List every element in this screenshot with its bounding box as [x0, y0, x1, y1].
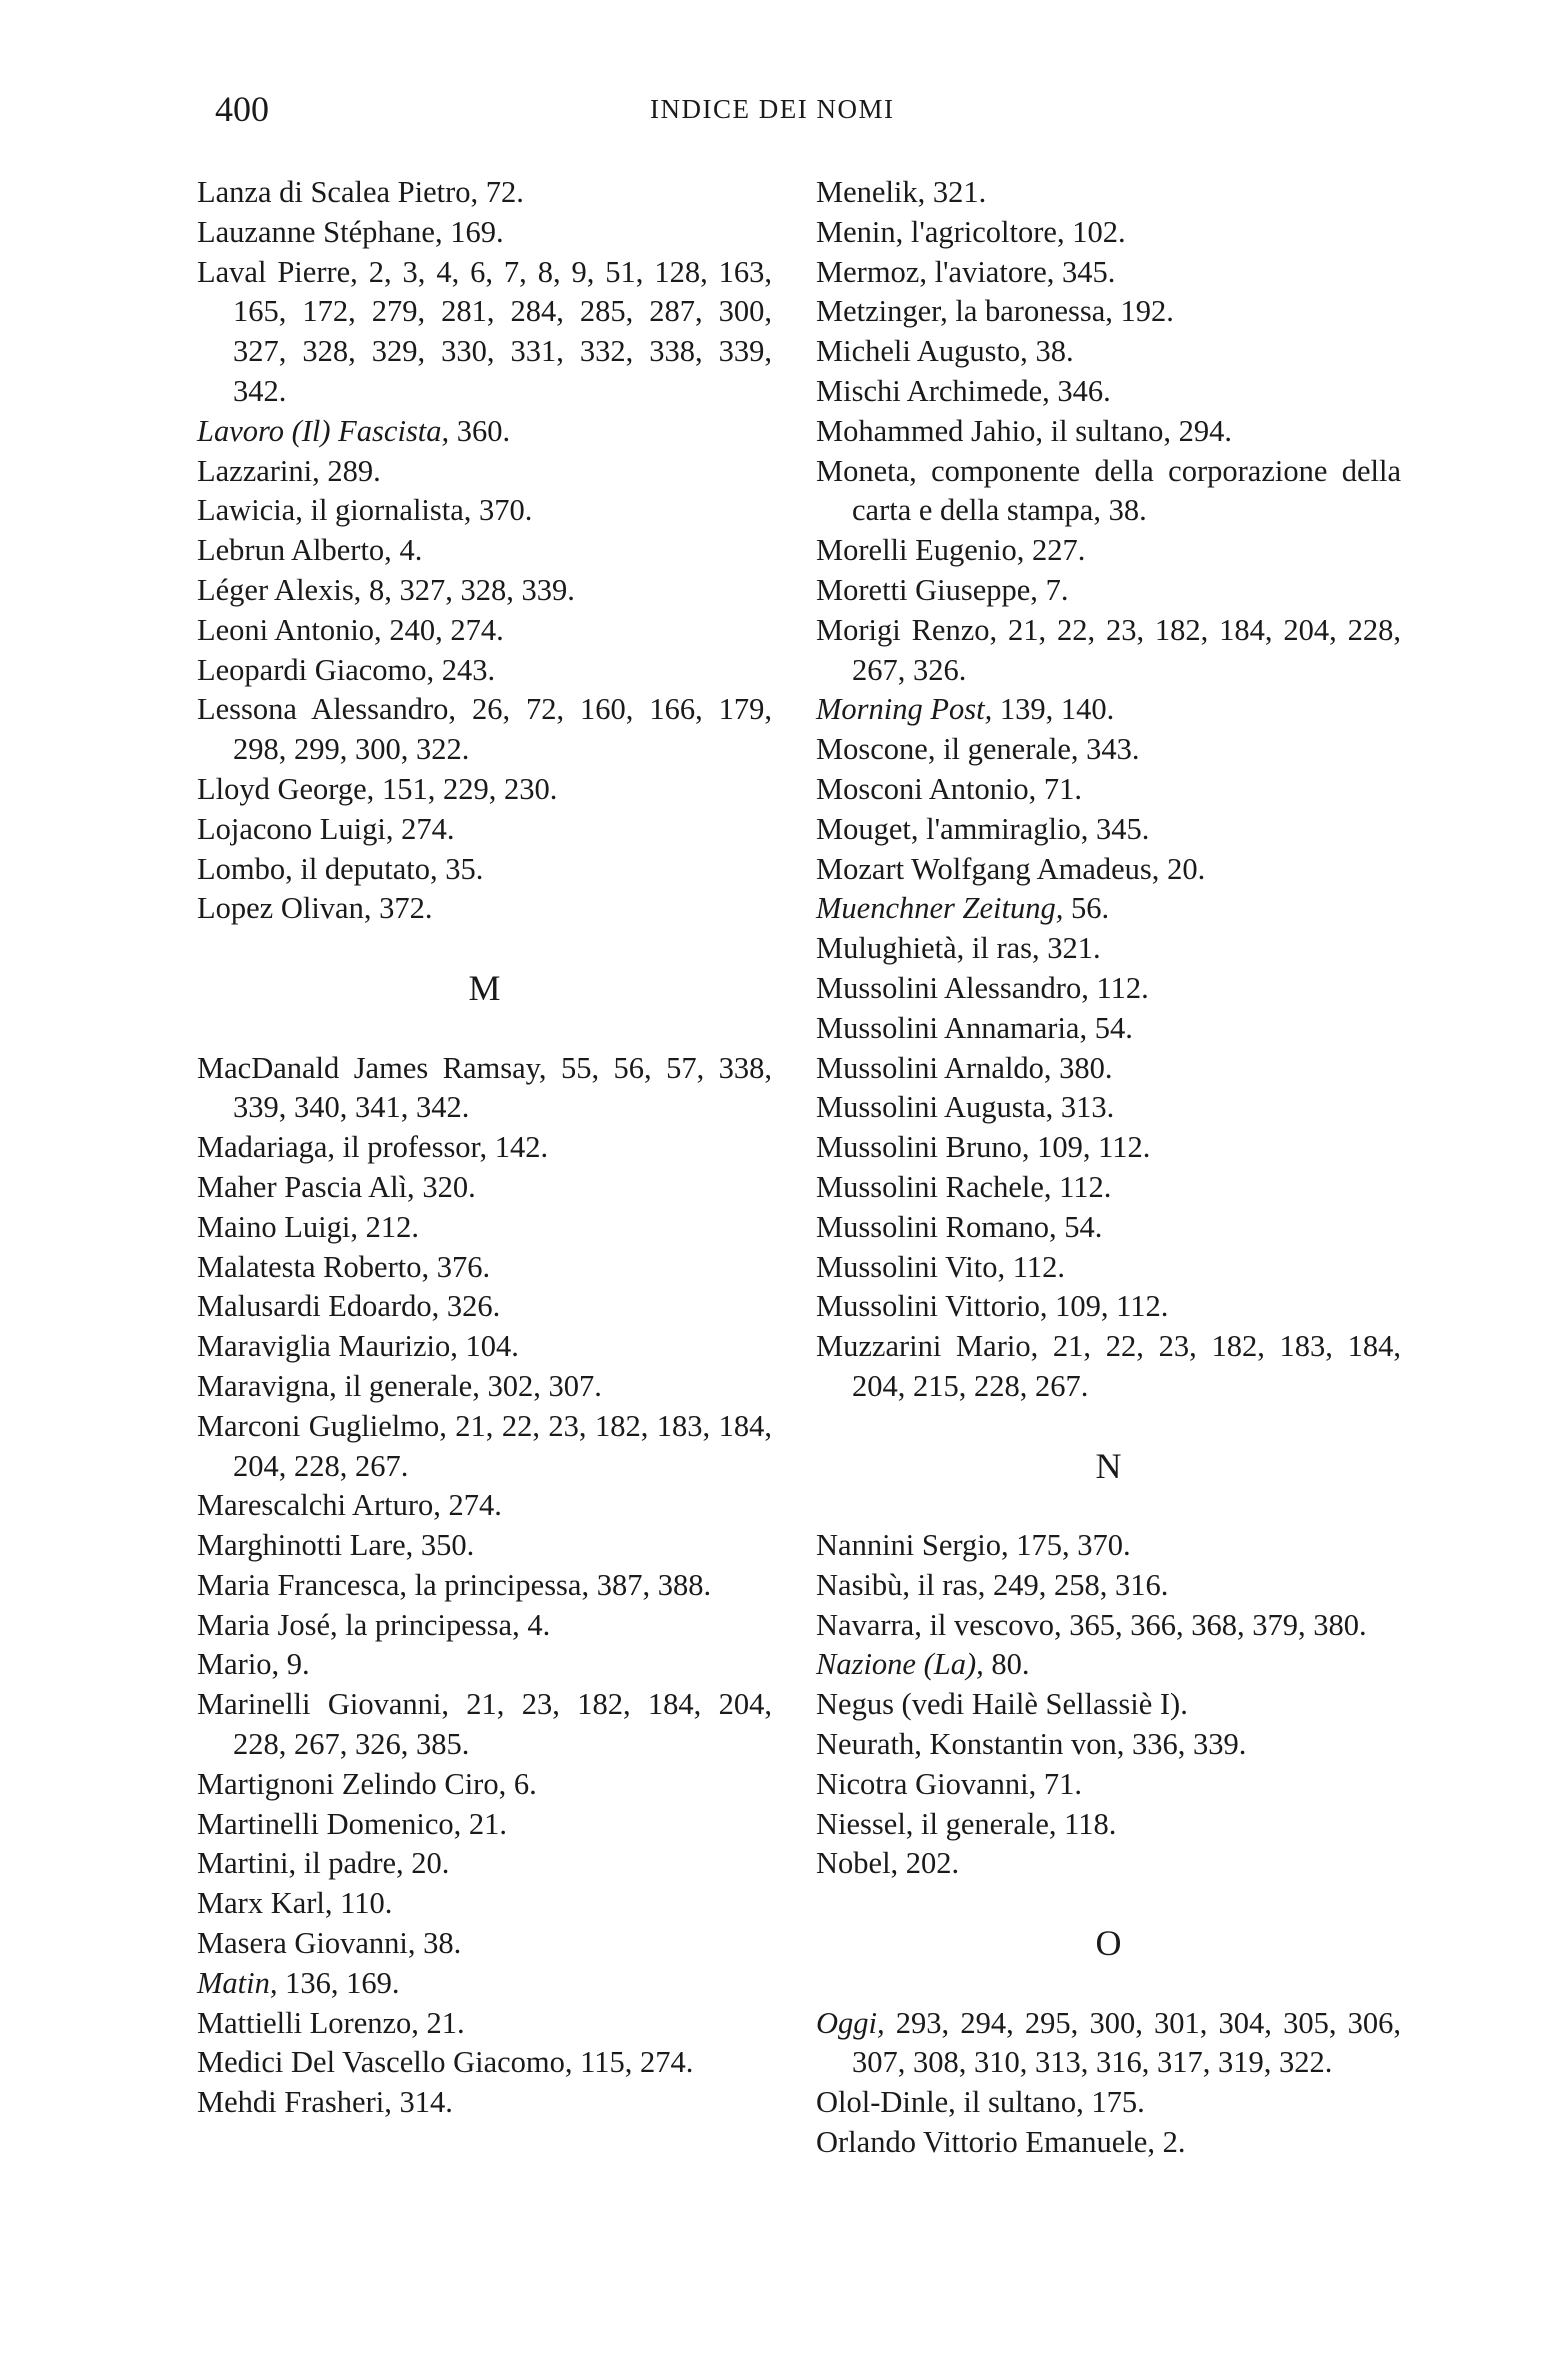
index-entry	[816, 2123, 1401, 2163]
index-entry	[197, 1924, 772, 1964]
index-entry	[197, 850, 772, 890]
index-entry	[197, 1128, 772, 1168]
entry-name: Muenchner Zeitung,	[816, 891, 1064, 926]
index-entry	[816, 253, 1401, 293]
index-entry	[816, 1248, 1401, 1288]
entry-pages: 175.	[1083, 2085, 1145, 2120]
index-entry	[816, 1645, 1401, 1685]
entry-name: Mussolini Augusta,	[816, 1090, 1054, 1125]
entry-pages: 71.	[1036, 771, 1083, 806]
index-entry	[197, 452, 772, 492]
entry-pages: 54.	[1056, 1209, 1103, 1244]
entry-pages: 380.	[1051, 1050, 1113, 1085]
entry-name: Lavoro (Il) Fascista,	[197, 413, 450, 448]
entry-pages: 21, 23, 182, 184, 204, 228, 267, 326, 385.	[233, 1687, 772, 1762]
entry-name: Medici Del Vascello Giacomo,	[197, 2045, 573, 2080]
entry-pages: 313.	[1053, 1090, 1115, 1125]
entry-name: Mozart Wolfgang Amadeus,	[816, 851, 1160, 886]
index-entry	[816, 571, 1401, 611]
entry-name: Moneta, componente della corporazione della carta e della stampa,	[816, 453, 1401, 528]
index-entry	[816, 1805, 1401, 1845]
entry-pages: 240, 274.	[381, 612, 504, 647]
entry-pages: 21.	[418, 2005, 465, 2040]
index-entry	[816, 730, 1401, 770]
entry-name: Mouget, l'ammiraglio,	[816, 811, 1089, 846]
index-entry	[197, 651, 772, 691]
entry-pages: 175, 370.	[1008, 1528, 1131, 1563]
index-entry	[197, 1645, 772, 1685]
entry-name: Masera Giovanni,	[197, 1926, 416, 1961]
index-entry	[197, 412, 772, 452]
entry-name: Mussolini Vittorio,	[816, 1289, 1048, 1324]
entry-pages: 192.	[1112, 294, 1174, 329]
entry-name: Mario,	[197, 1647, 280, 1682]
entry-pages: 2, 3, 4, 6, 7, 8, 9, 51, 128, 163, 165, 172, 279, 281, 284, 285, 287, 300, 327, 328, 329, 330, 331, 332, 338, 339, 342.	[233, 254, 773, 408]
index-entry	[197, 2043, 772, 2083]
entry-pages: 38.	[1100, 493, 1147, 528]
entry-name: Lloyd George,	[197, 771, 375, 806]
entry-pages: 202.	[898, 1846, 960, 1881]
index-entry	[816, 531, 1401, 571]
index-entry	[816, 1287, 1401, 1327]
entry-name: Marconi Guglielmo,	[197, 1408, 447, 1443]
index-entry	[197, 491, 772, 531]
index-entry	[816, 1088, 1401, 1128]
running-title: INDICE DEI NOMI	[650, 94, 895, 124]
entry-name: Orlando Vittorio Emanuele,	[816, 2125, 1155, 2160]
page-header	[195, 88, 935, 132]
entry-pages: 136, 169.	[277, 1965, 400, 2000]
entry-name: Mussolini Annamaria,	[816, 1010, 1088, 1045]
index-entry	[816, 1327, 1401, 1407]
entry-name: Maher Pascia Alì,	[197, 1169, 415, 1204]
entry-pages: 336, 339.	[1124, 1727, 1247, 1762]
entry-pages: 71.	[1036, 1766, 1082, 1801]
entry-name: Micheli Augusto,	[816, 334, 1028, 369]
entry-name: Morning Post,	[816, 692, 993, 727]
entry-pages: 360.	[449, 413, 511, 448]
entry-name: Mussolini Arnaldo,	[816, 1050, 1052, 1085]
entry-name: Lawicia, il giornalista,	[197, 493, 472, 528]
entry-name: Matin,	[197, 1965, 278, 2000]
index-entry	[816, 611, 1401, 691]
index-entry	[816, 292, 1401, 332]
entry-name: Moretti Giuseppe,	[816, 572, 1038, 607]
entry-pages: 9.	[279, 1647, 310, 1682]
index-entry	[816, 2083, 1401, 2123]
entry-name: Mischi Archimede,	[816, 373, 1050, 408]
index-entry	[816, 213, 1401, 253]
entry-name: Laval Pierre,	[197, 254, 358, 289]
entry-name: Lessona Alessandro,	[197, 692, 457, 727]
entry-name: Mussolini Vito,	[816, 1249, 1006, 1284]
entry-name: Morelli Eugenio,	[816, 533, 1025, 568]
index-entry	[197, 173, 772, 213]
entry-pages: 387, 388.	[589, 1567, 712, 1602]
index-entry	[197, 1964, 772, 2004]
entry-pages: 372.	[371, 891, 433, 926]
entry-name: Lebrun Alberto,	[197, 533, 392, 568]
entry-pages: 21, 22, 23, 182, 183, 184, 204, 228, 267.	[233, 1408, 772, 1483]
entry-name: Madariaga, il professor,	[197, 1130, 488, 1165]
entry-name: Lopez Olivan,	[197, 891, 372, 926]
entry-pages: 294.	[1170, 413, 1232, 448]
index-entry	[816, 1168, 1401, 1208]
index-entry	[197, 1566, 772, 1606]
entry-name: Muzzarini Mario,	[816, 1329, 1039, 1364]
entry-name: Martinelli Domenico,	[197, 1806, 462, 1841]
entry-pages: 104.	[457, 1329, 519, 1364]
entry-name: Lombo, il deputato,	[197, 851, 438, 886]
entry-name: Niessel, il generale,	[816, 1806, 1057, 1841]
page-number: 400	[215, 89, 269, 129]
entry-pages: 56.	[1063, 891, 1110, 926]
entry-name: Maravigna, il generale,	[197, 1368, 480, 1403]
entry-name: Menelik,	[816, 175, 926, 209]
entry-name: Maino Luigi,	[197, 1209, 358, 1244]
entry-name: Mohammed Jahio, il sultano,	[816, 413, 1171, 448]
index-column-left	[197, 173, 772, 2123]
entry-pages: 21, 22, 23, 182, 184, 204, 228, 267, 326.	[852, 612, 1401, 687]
entry-name: Negus (vedi Hailè Sellassiè I).	[816, 1687, 1188, 1722]
index-entry	[197, 1685, 772, 1765]
entry-name: Metzinger, la baronessa,	[816, 294, 1113, 329]
index-entry	[197, 571, 772, 611]
entry-name: Mattielli Lorenzo,	[197, 2005, 419, 2040]
index-entry	[816, 969, 1401, 1009]
entry-name: Mussolini Romano,	[816, 1209, 1057, 1244]
entry-name: Morigi Renzo,	[816, 612, 998, 647]
index-entry	[197, 1526, 772, 1566]
entry-pages: 289.	[319, 453, 381, 488]
entry-pages: 227.	[1024, 533, 1086, 568]
index-entry	[197, 1407, 772, 1487]
entry-name: Mehdi Frasheri,	[197, 2085, 392, 2120]
entry-pages: 115, 274.	[572, 2045, 694, 2080]
index-entry	[816, 452, 1401, 532]
entry-pages: 112.	[1088, 970, 1149, 1005]
entry-pages: 151, 229, 230.	[374, 771, 558, 806]
index-entry	[197, 213, 772, 253]
entry-pages: 243.	[434, 652, 496, 687]
entry-name: Marx Karl,	[197, 1886, 333, 1921]
entry-name: Mussolini Rachele,	[816, 1169, 1052, 1204]
entry-pages: 109, 112.	[1047, 1289, 1169, 1324]
entry-pages: 21, 22, 23, 182, 183, 184, 204, 215, 228, 267.	[852, 1329, 1402, 1403]
index-entry	[816, 173, 1401, 213]
index-entry	[816, 889, 1401, 929]
index-entry	[816, 1526, 1401, 1566]
index-entry	[197, 1844, 772, 1884]
entry-pages: 72.	[478, 175, 524, 209]
entry-pages: 142.	[487, 1130, 549, 1165]
entry-pages: 169.	[442, 214, 504, 249]
entry-pages: 7.	[1037, 572, 1069, 607]
entry-name: Mussolini Alessandro,	[816, 970, 1089, 1005]
entry-pages: 343.	[1078, 732, 1140, 767]
entry-pages: 139, 140.	[992, 692, 1115, 727]
entry-name: Maria Francesca, la principessa,	[197, 1567, 590, 1602]
entry-pages: 35.	[437, 851, 484, 886]
entry-name: Marghinotti Lare,	[197, 1528, 414, 1563]
index-entry	[816, 1009, 1401, 1049]
entry-pages: 4.	[391, 533, 423, 568]
entry-name: Neurath, Konstantin von,	[816, 1727, 1125, 1762]
index-entry	[816, 1685, 1401, 1725]
index-entry	[197, 1287, 772, 1327]
index-entry	[197, 2004, 772, 2044]
index-entry	[197, 1884, 772, 1924]
index-entry	[197, 810, 772, 850]
entry-pages: 249, 258, 316.	[985, 1567, 1169, 1602]
entry-name: Maria José, la principessa,	[197, 1607, 520, 1642]
index-entry	[816, 1208, 1401, 1248]
entry-pages: 274.	[440, 1488, 502, 1523]
index-entry	[816, 810, 1401, 850]
index-entry	[197, 1248, 772, 1288]
entry-pages: 38.	[415, 1926, 462, 1961]
index-entry	[197, 253, 772, 412]
index-entry	[197, 611, 772, 651]
entry-pages: 345.	[1088, 811, 1150, 846]
index-entry	[197, 1208, 772, 1248]
entry-name: MacDanald James Ramsay,	[197, 1050, 547, 1085]
entry-name: Nannini Sergio,	[816, 1528, 1009, 1563]
entry-pages: 2.	[1154, 2125, 1186, 2160]
entry-name: Menin, l'agricoltore,	[816, 214, 1065, 249]
entry-name: Mulughietà, il ras,	[816, 931, 1040, 966]
index-entry	[816, 1606, 1401, 1646]
entry-name: Martini, il padre,	[197, 1846, 404, 1881]
entry-name: Lojacono Luigi,	[197, 811, 394, 846]
entry-name: Leoni Antonio,	[197, 612, 382, 647]
entry-pages: 212.	[357, 1209, 419, 1244]
index-entry	[197, 889, 772, 929]
entry-name: Nasibù, il ras,	[816, 1567, 986, 1602]
entry-name: Marinelli Giovanni,	[197, 1687, 449, 1722]
section-letter: M	[468, 968, 501, 1009]
entry-pages: 118.	[1056, 1806, 1117, 1841]
index-entry	[816, 332, 1401, 372]
entry-pages: 102.	[1064, 214, 1126, 249]
index-entry	[197, 2083, 772, 2123]
index-entry	[816, 1844, 1401, 1884]
entry-pages: 376.	[429, 1249, 491, 1284]
entry-pages: 345.	[1054, 254, 1116, 289]
index-entry	[197, 1049, 772, 1129]
index-entry	[816, 850, 1401, 890]
entry-pages: 38.	[1027, 334, 1074, 369]
entry-name: Oggi,	[816, 2005, 885, 2040]
entry-pages: 350.	[413, 1528, 475, 1563]
index-entry	[816, 690, 1401, 730]
entry-pages: 302, 307.	[479, 1368, 602, 1403]
section-letter: N	[1095, 1445, 1122, 1486]
entry-pages: 321.	[1039, 931, 1101, 966]
index-entry	[816, 1566, 1401, 1606]
entry-pages: 326.	[439, 1289, 501, 1324]
entry-name: Malusardi Edoardo,	[197, 1289, 440, 1324]
entry-pages: 112.	[1005, 1249, 1065, 1284]
entry-pages: 55, 56, 57, 338, 339, 340, 341, 342.	[233, 1050, 772, 1125]
index-entry	[816, 1128, 1401, 1168]
entry-pages: 110.	[332, 1886, 393, 1921]
entry-pages: 320.	[414, 1169, 476, 1204]
index-entry	[197, 690, 772, 770]
index-entry	[197, 1486, 772, 1526]
entry-pages: 6.	[506, 1766, 537, 1801]
index-entry	[816, 1765, 1401, 1805]
entry-name: Malatesta Roberto,	[197, 1249, 430, 1284]
entry-pages: 274.	[393, 811, 455, 846]
entry-pages: 293, 294, 295, 300, 301, 304, 305, 306, 307, 308, 310, 313, 316, 317, 319, 322.	[852, 2005, 1401, 2080]
entry-pages: 80.	[983, 1647, 1030, 1682]
index-entry	[816, 412, 1401, 452]
entry-pages: 314.	[391, 2085, 453, 2120]
entry-pages: 21.	[461, 1806, 508, 1841]
entry-name: Lauzanne Stéphane,	[197, 214, 443, 249]
index-entry	[816, 372, 1401, 412]
entry-name: Léger Alexis,	[197, 572, 362, 607]
entry-pages: 20.	[1159, 851, 1206, 886]
entry-name: Mosconi Antonio,	[816, 771, 1037, 806]
entry-pages: 54.	[1087, 1010, 1133, 1045]
entry-name: Lanza di Scalea Pietro,	[197, 175, 479, 209]
entry-name: Olol-Dinle, il sultano,	[816, 2085, 1084, 2120]
index-entry	[816, 2004, 1401, 2084]
index-entry	[197, 770, 772, 810]
entry-name: Nobel,	[816, 1846, 899, 1881]
entry-name: Marescalchi Arturo,	[197, 1488, 441, 1523]
entry-pages: 4.	[519, 1607, 551, 1642]
index-entry	[197, 1805, 772, 1845]
entry-name: Navarra, il vescovo,	[816, 1607, 1062, 1642]
entry-name: Martignoni Zelindo Ciro,	[197, 1766, 507, 1801]
entry-pages: 365, 366, 368, 379, 380.	[1061, 1607, 1367, 1642]
index-column-right	[816, 173, 1401, 2163]
index-entry	[816, 1725, 1401, 1765]
index-entry	[197, 1765, 772, 1805]
entry-name: Leopardi Giacomo,	[197, 652, 435, 687]
entry-pages: 109, 112.	[1029, 1130, 1151, 1165]
entry-pages: 346.	[1049, 373, 1111, 408]
section-letter: O	[1095, 1923, 1122, 1964]
index-entry	[816, 1049, 1401, 1089]
entry-name: Mussolini Bruno,	[816, 1130, 1030, 1165]
entry-pages: 321.	[925, 175, 987, 209]
index-entry	[197, 1367, 772, 1407]
entry-name: Nicotra Giovanni,	[816, 1766, 1037, 1801]
entry-pages: 370.	[471, 493, 533, 528]
entry-name: Mermoz, l'aviatore,	[816, 254, 1055, 289]
entry-name: Lazzarini,	[197, 453, 320, 488]
entry-pages: 20.	[403, 1846, 450, 1881]
index-entry	[197, 531, 772, 571]
entry-name: Nazione (La),	[816, 1647, 984, 1682]
entry-pages: 112.	[1051, 1169, 1112, 1204]
index-entry	[197, 1327, 772, 1367]
index-entry	[197, 1168, 772, 1208]
entry-name: Maraviglia Maurizio,	[197, 1329, 458, 1364]
entry-pages: 26, 72, 160, 166, 179, 298, 299, 300, 322.	[233, 692, 773, 767]
index-entry	[816, 770, 1401, 810]
entry-pages: 8, 327, 328, 339.	[361, 572, 575, 607]
entry-name: Moscone, il generale,	[816, 732, 1079, 767]
index-entry	[816, 929, 1401, 969]
index-entry	[197, 1606, 772, 1646]
